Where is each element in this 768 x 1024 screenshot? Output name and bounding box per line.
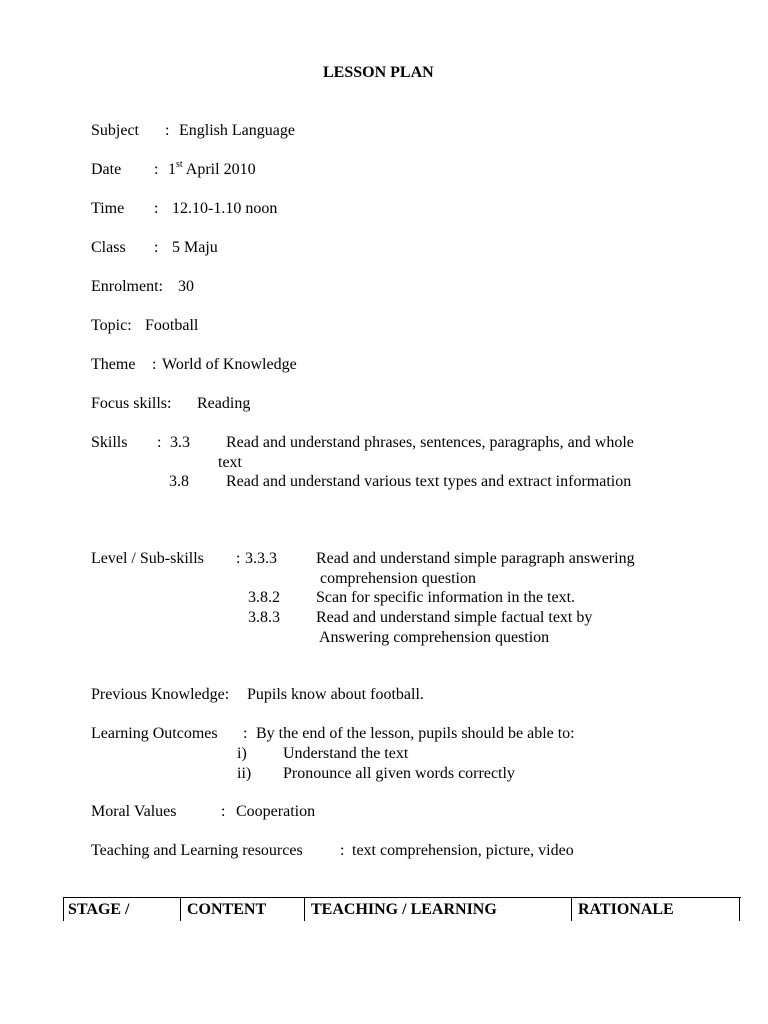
skill-text: Read and understand phrases, sentences, paragraphs, and whole (226, 434, 634, 451)
table-divider (739, 897, 740, 921)
previous-label: Previous Knowledge: (91, 686, 230, 703)
skill-text-cont: text (218, 454, 242, 471)
subject-label: Subject (91, 122, 139, 139)
enrolment-value: 30 (178, 278, 194, 295)
skills-sep: : (157, 434, 162, 451)
outcome-num: i) (237, 745, 247, 762)
outcomes-sep: : (243, 725, 248, 742)
skills-label: Skills (91, 434, 128, 451)
date-day: 1 (168, 161, 176, 178)
subskill-text-cont: comprehension question (320, 570, 476, 587)
topic-label: Topic: (91, 317, 132, 334)
moral-sep: : (221, 803, 226, 820)
table-divider (304, 897, 305, 921)
outcome-text: Understand the text (283, 745, 409, 762)
class-value: 5 Maju (172, 239, 218, 256)
outcome-text: Pronounce all given words correctly (283, 765, 515, 782)
class-label: Class (91, 239, 126, 256)
topic-value: Football (145, 317, 199, 334)
moral-label: Moral Values (91, 803, 177, 820)
resources-value: text comprehension, picture, video (352, 842, 574, 859)
resources-label: Teaching and Learning resources (91, 842, 303, 859)
resources-sep: : (340, 842, 345, 859)
skill-code: 3.8 (169, 473, 189, 490)
outcomes-label: Learning Outcomes (91, 725, 218, 742)
table-header-stage: STAGE / (68, 901, 130, 918)
theme-label: Theme (91, 356, 136, 373)
class-sep: : (154, 239, 159, 256)
subskill-text: Scan for specific information in the text. (316, 589, 576, 606)
focus-label: Focus skills: (91, 395, 172, 412)
theme-value: World of Knowledge (162, 356, 297, 373)
table-divider (180, 897, 181, 921)
table-divider (63, 897, 64, 921)
date-rest: April 2010 (185, 161, 256, 178)
subskill-code: 3.8.2 (248, 589, 280, 606)
table-divider (571, 897, 572, 921)
subject-value: English Language (179, 122, 295, 139)
outcome-num: ii) (237, 765, 252, 782)
table-header-teaching-learning: TEACHING / LEARNING (311, 901, 497, 918)
skill-text: Read and understand various text types and extract information (226, 473, 632, 490)
subject-sep: : (165, 122, 170, 139)
subskills-label: Level / Sub-skills (91, 550, 204, 567)
time-label: Time (91, 200, 125, 217)
enrolment-label: Enrolment: (91, 278, 163, 295)
date-suffix: st (176, 158, 183, 170)
focus-value: Reading (197, 395, 251, 412)
theme-sep: : (152, 356, 157, 373)
time-sep: : (154, 200, 159, 217)
date-label: Date (91, 161, 122, 178)
table-top-border (63, 897, 741, 898)
previous-value: Pupils know about football. (247, 686, 424, 703)
subskill-text: Read and understand simple factual text by (316, 609, 593, 626)
outcomes-intro: By the end of the lesson, pupils should be able to: (256, 725, 575, 742)
subskill-code: 3.8.3 (248, 609, 280, 626)
time-value: 12.10-1.10 noon (172, 200, 278, 217)
subskill-code: 3.3.3 (245, 550, 277, 567)
date-sep: : (154, 161, 159, 178)
date-value (168, 160, 256, 180)
skill-code: 3.3 (170, 434, 190, 451)
table-header-content: CONTENT (187, 901, 267, 918)
moral-value: Cooperation (236, 803, 316, 820)
subskill-text-cont: Answering comprehension question (319, 629, 550, 646)
table-header-rationale: RATIONALE (578, 901, 674, 918)
page-title: LESSON PLAN (323, 64, 434, 81)
subskill-text: Read and understand simple paragraph answering (316, 550, 635, 567)
subskills-sep: : (236, 550, 241, 567)
